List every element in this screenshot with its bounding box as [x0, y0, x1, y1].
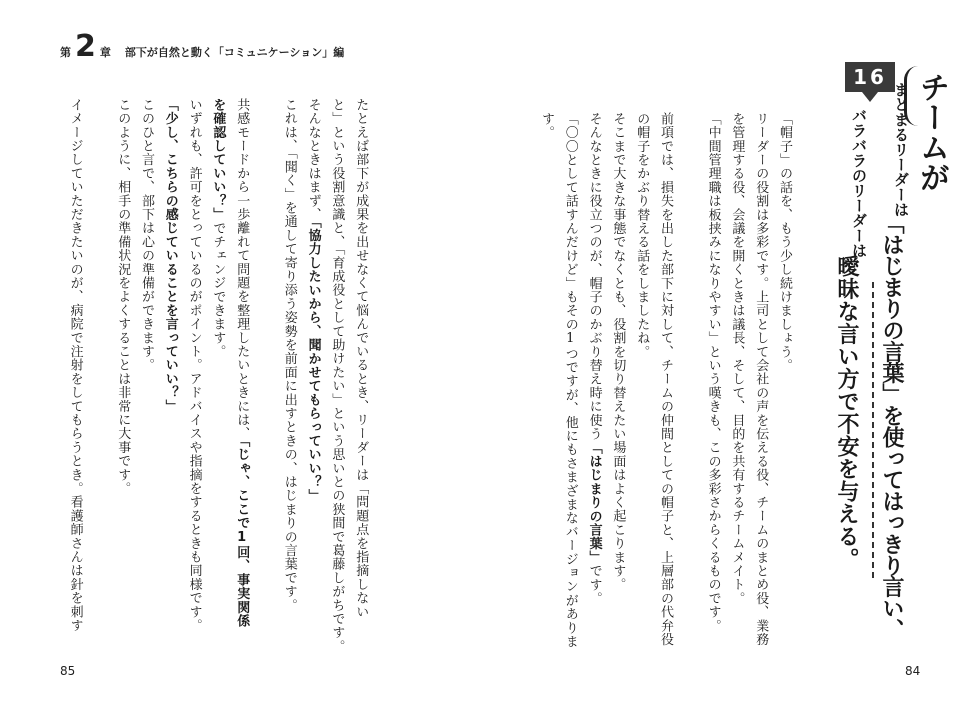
- right-page-text-column: 「帽子」の話を、もう少し続けましょう。: [777, 112, 792, 373]
- chapter-prefix: 第: [60, 46, 71, 59]
- left-page-text-column: これは、「聞く」を通して寄り添う姿勢を前面に出すときの、はじまりの言葉です。: [281, 98, 297, 613]
- left-page-text-column: いずれも、許可をとっているのがポイント。アドバイスや指摘をするときも同様です。: [186, 98, 202, 633]
- left-page-text-column: そんなときはまず、「協力したいから、聞かせてもらっていい？」: [305, 98, 321, 503]
- left-page-text-column: 共感モードから一歩離れて問題を整理したいときには、「じゃ、ここで1回、事実関係: [234, 98, 250, 628]
- badge-pointer: [862, 92, 878, 102]
- headline-line-3: 「はじまりの言葉」を使ってはっきり言い、: [879, 212, 904, 641]
- page-number-right: 84: [905, 664, 921, 678]
- chapter-suffix: 章: [99, 46, 111, 59]
- right-page-text-column: そんなときに役立つのが、帽子のかぶり替え時に使う「はじまりの言葉」です。: [586, 112, 602, 606]
- left-page-text-column: 「少し、こちらの感じていることを言っていい？」: [162, 98, 178, 414]
- left-page-text-column: このように、相手の準備状況をよくすることは非常に大事です。: [115, 98, 131, 496]
- right-page-text-column: の帽子をかぶり替える話をしましたね。: [634, 112, 650, 359]
- right-page-text-column: そこまで大きな事態でなくとも、役割を切り替えたい場面はよく起こります。: [610, 112, 626, 592]
- left-page-text-column: このひと言で、部下は心の準備ができます。: [139, 98, 154, 372]
- section-number: 16: [853, 65, 887, 89]
- right-page-text-column: す。: [539, 112, 554, 140]
- section-number-badge: [845, 62, 895, 92]
- running-header: [60, 30, 344, 62]
- headline-divider: [872, 282, 874, 578]
- right-page-text-column: 「〇〇として話すんだけど」もその1つですが、他にもさまざまなバージョンがありま: [562, 112, 578, 649]
- right-page-text-column: 前項では、損失を出した部下に対して、チームの仲間としての帽子と、上層部の代弁役: [658, 112, 673, 647]
- page-number-left: 85: [60, 664, 76, 678]
- right-page-text-column: リーダーの役割は多彩です。上司として会社の声を伝える役、チームのまとめ役、業務: [753, 112, 769, 647]
- left-page-text-column: イメージしていただきたいのが、病院で注射をしてもらうとき。看護師さんは針を刺す: [67, 98, 83, 633]
- right-page-text-column: 「中間管理職は板挟みになりやすい」という嘆きも、この多彩さからくるものです。: [705, 112, 721, 633]
- headline-line-4: バラバラのリーダーは: [850, 108, 868, 258]
- left-page-text-column: たとえば部下が成果を出せなくて悩んでいるとき、リーダーは「問題点を指摘しない: [353, 98, 369, 619]
- left-page-text-column: と」という役割意識と、「育成役として助けたい」という思いとの狭間で葛藤しがちです。: [329, 98, 345, 654]
- chapter-title: 部下が自然と動く「コミュニケーション」編: [124, 46, 345, 59]
- headline-line-1: チームが: [914, 72, 949, 192]
- right-page-text-column: を管理する役、会議を開くときは議長、そして、目的を共有するチームメイト。: [729, 112, 745, 606]
- chapter-number: 2: [75, 29, 96, 64]
- left-page-text-column: を確認していい？」でチェンジできます。: [210, 98, 226, 359]
- headline-line-2: まとまるリーダーは: [892, 82, 910, 217]
- headline-line-5: 曖昧な言い方で不安を与える。: [834, 255, 859, 570]
